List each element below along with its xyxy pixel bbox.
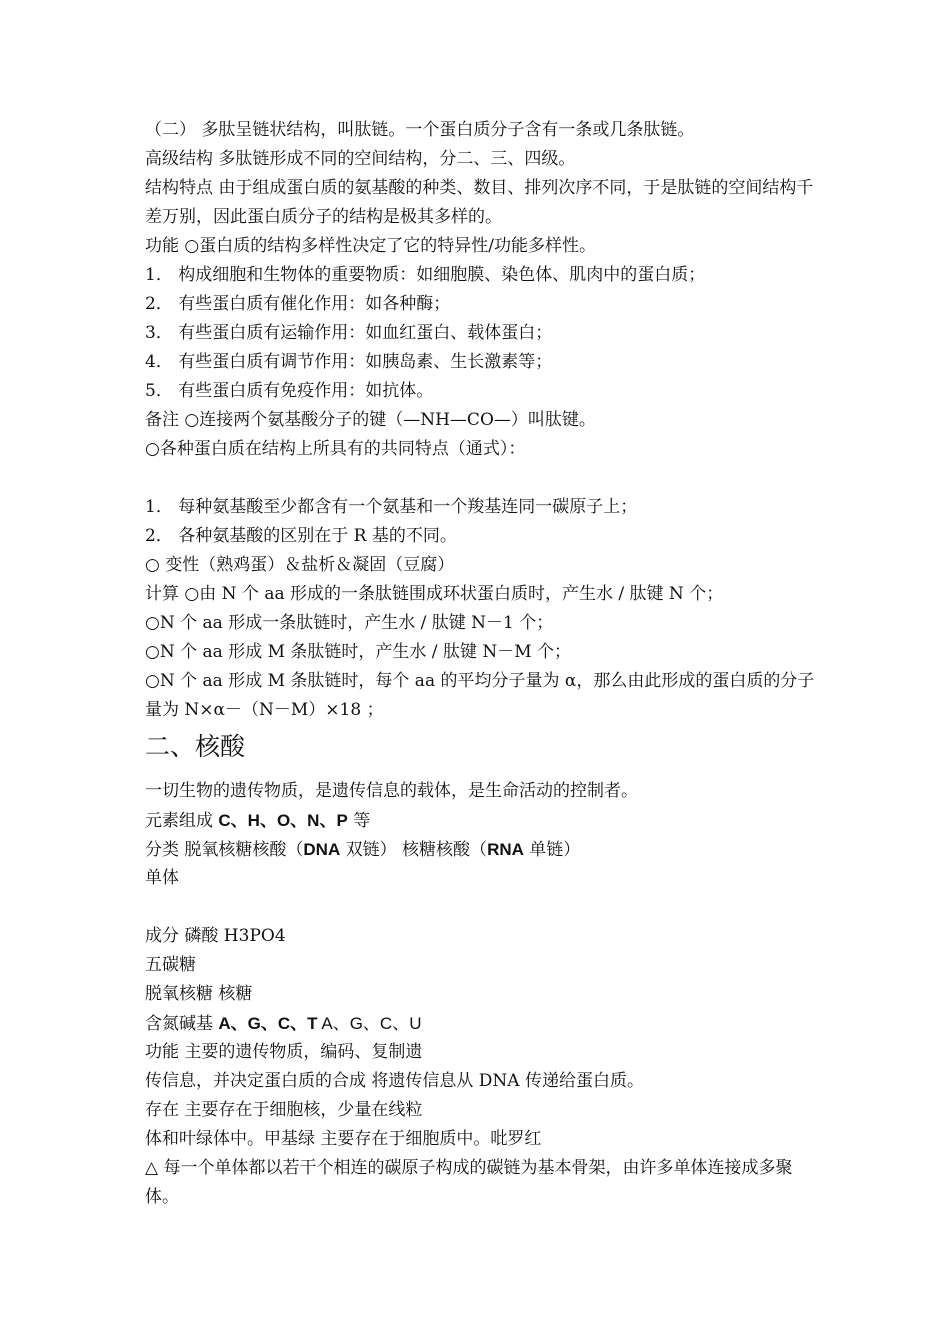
paragraph-monomer-note: △ 每一个单体都以若干个相连的碳原子构成的碳链为基本骨架，由许多单体连接成多聚体。 bbox=[145, 1158, 793, 1207]
blank-spacer bbox=[145, 464, 815, 493]
class-dna: DNA bbox=[303, 840, 341, 859]
text-line-bases bbox=[145, 1009, 815, 1038]
list-item-amino-acid-1: 1． 每种氨基酸至少都含有一个氨基和一个羧基连同一碳原子上； bbox=[145, 497, 638, 517]
paragraph-structure-features: 结构特点 由于组成蛋白质的氨基酸的种类、数目、排列次序不同，于是肽链的空间结构千差万别，因此蛋白质分子的结构是极其多样的。 bbox=[145, 178, 814, 227]
text-line-monomer: 单体 bbox=[145, 868, 179, 888]
text-line-subtitle-peptide: （二） 多肽呈链状结构，叫肽链。一个蛋白质分子含有一条或几条肽链。 bbox=[145, 120, 695, 140]
class-label: 分类 脱氧核糖核酸（ bbox=[145, 840, 304, 860]
text-line-higher-structure: 高级结构 多肽链形成不同的空间结构，分二、三、四级。 bbox=[145, 149, 576, 169]
text-line-elements bbox=[145, 806, 815, 835]
text-line-classification bbox=[145, 835, 815, 864]
bases-rna: A、G、C、U bbox=[317, 1014, 422, 1033]
class-end: 单链） bbox=[523, 840, 581, 860]
bases-dna: A、G、C、T bbox=[218, 1014, 318, 1033]
text-line-calc-1: 计算 ○由 N 个 aa 形成的一条肽链围成环状蛋白质时，产生水 / 肽键 N 个； bbox=[145, 584, 724, 604]
text-line-function-1: 功能 主要的遗传物质，编码、复制遗 bbox=[145, 1042, 423, 1062]
text-line-denaturation: ○ 变性（熟鸡蛋）＆盐析＆凝固（豆腐） bbox=[145, 555, 455, 575]
text-line-component: 成分 磷酸 H3PO4 bbox=[145, 926, 286, 946]
text-line-sugars: 脱氧核糖 核糖 bbox=[145, 984, 253, 1004]
section-heading-nucleic-acid: 二、核酸 bbox=[145, 732, 246, 761]
elements-label: 元素组成 bbox=[145, 811, 219, 831]
bases-label: 含氮碱基 bbox=[145, 1014, 219, 1034]
elements-suffix: 等 bbox=[347, 811, 371, 831]
document-page bbox=[145, 116, 815, 1212]
class-rna: RNA bbox=[487, 840, 524, 859]
list-item-amino-acid-2: 2． 各种氨基酸的区别在于 R 基的不同。 bbox=[145, 526, 457, 546]
list-item-function-1: 1． 构成细胞和生物体的重要物质：如细胞膜、染色体、肌肉中的蛋白质； bbox=[145, 265, 706, 285]
text-line-note-peptide-bond: 备注 ○连接两个氨基酸分子的键（—NH—CO—）叫肽键。 bbox=[145, 410, 596, 430]
text-line-common-features: ○各种蛋白质在结构上所具有的共同特点（通式）： bbox=[145, 439, 526, 459]
text-line-pentose: 五碳糖 bbox=[145, 955, 196, 975]
text-line-nucleic-intro: 一切生物的遗传物质，是遗传信息的载体，是生命活动的控制者。 bbox=[145, 781, 638, 801]
paragraph-calc-molecular-weight: ○N 个 aa 形成 M 条肽链时，每个 aa 的平均分子量为 α，那么由此形成的蛋白质的分子量为 N×α－（N－M）×18 ； bbox=[145, 671, 815, 720]
list-item-function-2: 2． 有些蛋白质有催化作用：如各种酶； bbox=[145, 294, 451, 314]
list-item-function-3: 3． 有些蛋白质有运输作用：如血红蛋白、载体蛋白； bbox=[145, 323, 553, 343]
text-line-calc-2: ○N 个 aa 形成一条肽链时，产生水 / 肽键 N－1 个； bbox=[145, 613, 554, 633]
text-line-function: 功能 ○蛋白质的结构多样性决定了它的特异性/功能多样性。 bbox=[145, 236, 596, 256]
elements-value: C、H、O、N、P bbox=[218, 811, 348, 830]
text-line-function-2: 传信息，并决定蛋白质的合成 将遗传信息从 DNA 传递给蛋白质。 bbox=[145, 1071, 644, 1091]
text-line-exist-1: 存在 主要存在于细胞核，少量在线粒 bbox=[145, 1100, 423, 1120]
list-item-function-4: 4． 有些蛋白质有调节作用：如胰岛素、生长激素等； bbox=[145, 352, 553, 372]
list-item-function-5: 5． 有些蛋白质有免疫作用：如抗体。 bbox=[145, 381, 434, 401]
text-line-exist-2: 体和叶绿体中。甲基绿 主要存在于细胞质中。吡罗红 bbox=[145, 1129, 542, 1149]
class-mid: 双链） 核糖核酸（ bbox=[340, 840, 488, 860]
blank-spacer bbox=[145, 893, 815, 922]
text-line-calc-3: ○N 个 aa 形成 M 条肽链时，产生水 / 肽键 N－M 个； bbox=[145, 642, 572, 662]
